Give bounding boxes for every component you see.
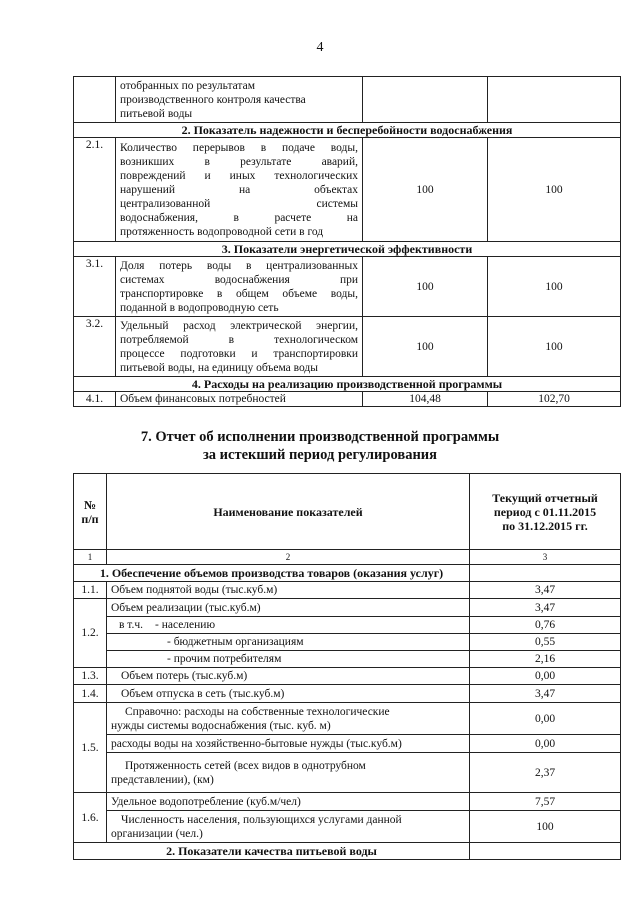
value-cell: 2,37 [470,753,621,793]
indicator-name [116,138,363,242]
text-line: водоснабжения, в расчете на [120,211,358,224]
section-header: 3. Показатели энергетической эффективности [74,242,621,257]
section-header: 2. Показатели качества питьевой воды [74,843,470,860]
indicator-name [116,257,363,317]
text-line: нарушений на объектах [120,183,358,196]
indicator-name: Объем реализации (тыс.куб.м) [107,599,470,617]
row-number: 2.1. [74,138,116,242]
text-line: нужды системы водоснабжения (тыс. куб. м) [111,719,331,732]
text-line: поданной в водопроводную сеть [120,301,279,314]
table-row [74,703,621,735]
value-cell: 3,47 [470,582,621,599]
value-cell: 0,55 [470,634,621,651]
text-line: процессе подготовки и транспортировки [120,347,358,360]
header-line: по 31.12.2015 гг. [502,518,588,533]
row-number: 3.2. [74,317,116,377]
column-header-name: Наименование показателей [107,474,470,550]
text-line: отобранных по результатам [120,79,255,92]
header-line: Текущий отчетный [492,490,598,505]
indicator-name: Объем поднятой воды (тыс.куб.м) [107,582,470,599]
table-row [74,392,621,407]
indicator-name: Объем потерь (тыс.куб.м) [107,668,470,685]
row-number: 1.5. [74,703,107,793]
indicator-name: Удельное водопотребление (куб.м/чел) [107,793,470,811]
value-cell: 0,76 [470,617,621,634]
text-line: централизованной системы [120,197,358,210]
indicator-name: расходы воды на хозяйственно-бытовые нужды (тыс.куб.м) [107,735,470,753]
text-line: транспортировке в общем объеме воды, [120,287,358,300]
value-cell: 100 [470,811,621,843]
indicator-name [107,753,470,793]
indicator-name: Объем отпуска в сеть (тыс.куб.м) [107,685,470,703]
text-line: протяженность водопроводной сети в год [120,225,324,238]
indicator-name [107,703,470,735]
continued-text [116,77,363,123]
column-number-row [74,550,621,565]
text-line: питьевой воды, на единицу объема воды [120,361,318,374]
table-header-row [74,474,621,550]
page-number: 4 [316,40,324,55]
column-number: 1 [74,550,107,565]
text-line: Численность населения, пользующихся услугами данной [121,813,402,826]
row-number: 3.1. [74,257,116,317]
table-row [74,582,621,599]
value-cell: 0,00 [470,703,621,735]
indicator-name: Объем финансовых потребностей [116,392,363,407]
table-row [74,651,621,668]
row-number: 1.2. [74,599,107,668]
text-line: Протяженность сетей (всех видов в однотрубном [125,759,366,772]
value-cell: 0,00 [470,735,621,753]
prefix-label: в т.ч. [119,619,143,631]
table-row [74,753,621,793]
value-cell: 102,70 [488,392,621,407]
text-line: Справочно: расходы на собственные технологические [125,705,390,718]
indicator-name [107,617,470,634]
value-cell: 100 [363,138,488,242]
column-header-period [470,474,621,550]
value-cell: 7,57 [470,793,621,811]
table-row [74,138,621,242]
indicator-name: - бюджетным организациям [107,634,470,651]
text-line: Удельный расход электрической энергии, [120,319,358,332]
text-line: Доля потерь воды в централизованных [120,259,358,272]
row-number: 1.6. [74,793,107,843]
value-cell: 100 [488,257,621,317]
text-line: представлении), (км) [111,773,214,786]
section-7-title [0,428,640,464]
text-line: системах водоснабжения при [120,273,358,286]
text-line: повреждений и иных технологических [120,169,358,182]
section-header: 1. Обеспечение объемов производства товаров (оказания услуг) [74,565,470,582]
table-row [74,599,621,617]
value-cell: 100 [363,317,488,377]
section-header: 4. Расходы на реализацию производственной программы [74,377,621,392]
column-number: 3 [470,550,621,565]
row-number: 1.1. [74,582,107,599]
table-row [74,77,621,123]
indicator-name [107,811,470,843]
sub-label: - населению [155,619,216,631]
value-cell: 100 [363,257,488,317]
text-line: производственного контроля качества [120,93,306,106]
text-line: питьевой воды [120,107,193,120]
column-header-number: № п/п [74,474,107,550]
table-row [74,668,621,685]
table-row [74,735,621,753]
table-row [74,811,621,843]
column-number: 2 [107,550,470,565]
row-number: 1.3. [74,668,107,685]
text-line: возникших в результате аварий, [120,155,358,168]
value-cell: 100 [488,138,621,242]
indicator-name: - прочим потребителям [107,651,470,668]
value-cell: 2,16 [470,651,621,668]
row-number: 1.4. [74,685,107,703]
table-row [74,685,621,703]
indicators-table [73,76,621,407]
value-cell: 0,00 [470,668,621,685]
table-row [74,617,621,634]
value-cell: 104,48 [363,392,488,407]
header-line: период с 01.11.2015 [493,504,597,519]
text-line: Количество перерывов в подаче воды, [120,141,358,154]
table-row [74,317,621,377]
row-number: 4.1. [74,392,116,407]
text-line: потребляемой в технологическом [120,333,358,346]
value-cell: 3,47 [470,599,621,617]
table-row [74,634,621,651]
title-line: за истекший период регулирования [202,447,438,463]
table-row [74,793,621,811]
indicator-name [116,317,363,377]
value-cell: 3,47 [470,685,621,703]
value-cell: 100 [488,317,621,377]
table-row [74,257,621,317]
section-header: 2. Показатель надежности и бесперебойности водоснабжения [74,123,621,138]
text-line: организации (чел.) [111,827,203,840]
title-line: 7. Отчет об исполнении производственной программы [140,429,500,445]
report-table [73,473,621,860]
